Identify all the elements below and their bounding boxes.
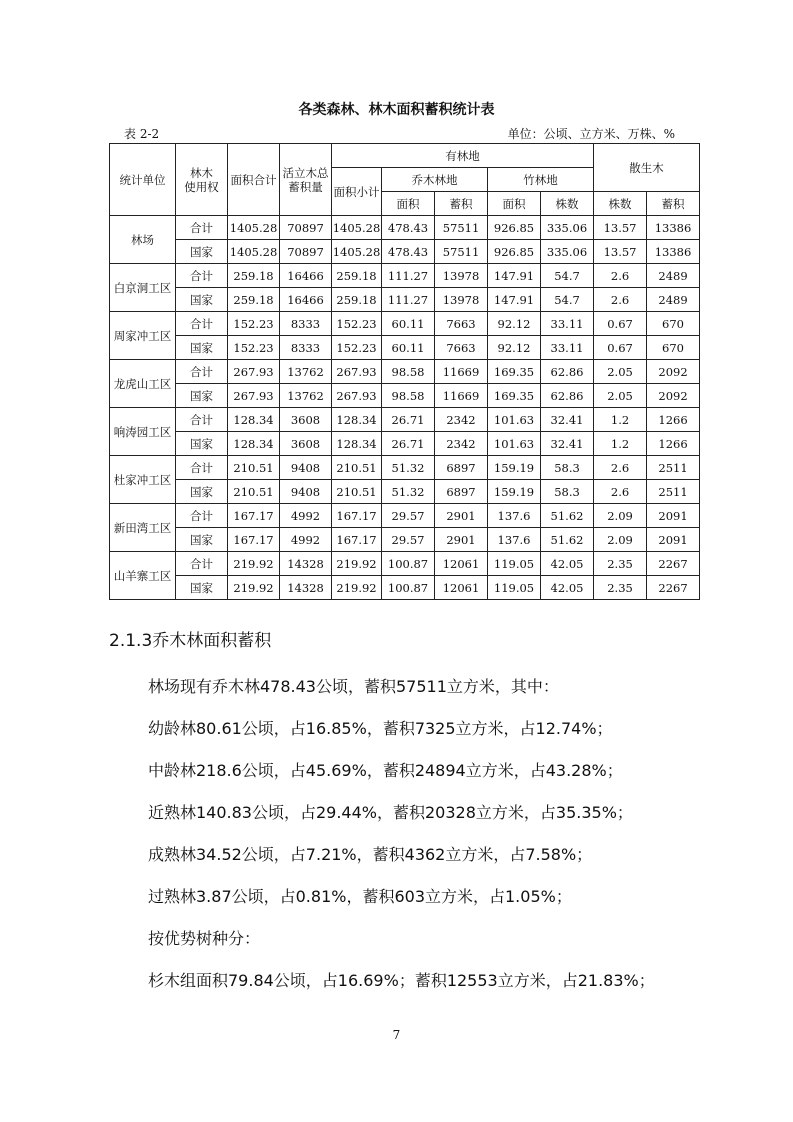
table-cell: 12061 xyxy=(435,552,488,576)
paragraph: 幼龄林80.61公顷，占16.85%，蓄积7325立方米，占12.74%； xyxy=(148,719,613,738)
table-cell: 合计 xyxy=(176,408,228,432)
table-cell: 128.34 xyxy=(228,432,280,456)
table-cell: 259.18 xyxy=(228,288,280,312)
table-row xyxy=(110,504,700,528)
table-cell: 137.6 xyxy=(488,504,541,528)
table-cell: 2.6 xyxy=(594,456,647,480)
header-area-subtotal: 面积小计 xyxy=(332,168,382,216)
table-row xyxy=(110,288,700,312)
table-cell: 259.18 xyxy=(228,264,280,288)
table-cell: 219.92 xyxy=(228,552,280,576)
table-row xyxy=(110,408,700,432)
table-cell: 54.7 xyxy=(541,264,594,288)
table-cell: 8333 xyxy=(280,336,332,360)
table-header xyxy=(110,144,700,216)
row-unit-name: 龙虎山工区 xyxy=(110,360,176,408)
table-cell: 2342 xyxy=(435,432,488,456)
table-cell: 128.34 xyxy=(228,408,280,432)
table-cell: 1266 xyxy=(647,432,700,456)
table-cell: 147.91 xyxy=(488,264,541,288)
table-cell: 1405.28 xyxy=(332,216,382,240)
table-row xyxy=(110,456,700,480)
table-cell: 57511 xyxy=(435,240,488,264)
table-cell: 2511 xyxy=(647,456,700,480)
table-cell: 1266 xyxy=(647,408,700,432)
table-cell: 58.3 xyxy=(541,456,594,480)
header-scattered-stock: 蓄积 xyxy=(647,192,700,216)
statistics-table xyxy=(109,143,700,600)
row-unit-name: 山羊寨工区 xyxy=(110,552,176,600)
table-cell: 2511 xyxy=(647,480,700,504)
table-cell: 159.19 xyxy=(488,456,541,480)
table-cell: 2091 xyxy=(647,528,700,552)
table-cell: 51.32 xyxy=(382,480,435,504)
table-cell: 169.35 xyxy=(488,384,541,408)
table-cell: 2267 xyxy=(647,576,700,600)
table-cell: 98.58 xyxy=(382,360,435,384)
table-row xyxy=(110,216,700,240)
table-cell: 128.34 xyxy=(332,408,382,432)
table-cell: 167.17 xyxy=(332,528,382,552)
table-cell: 119.05 xyxy=(488,576,541,600)
row-unit-name: 白京洞工区 xyxy=(110,264,176,312)
table-cell: 2.6 xyxy=(594,264,647,288)
table-cell: 111.27 xyxy=(382,288,435,312)
table-cell: 13.57 xyxy=(594,240,647,264)
table-cell: 101.63 xyxy=(488,432,541,456)
header-standing-stock: 活立木总 蓄积量 xyxy=(280,144,332,216)
table-cell: 2.35 xyxy=(594,552,647,576)
table-cell: 478.43 xyxy=(382,216,435,240)
table-cell: 128.34 xyxy=(332,432,382,456)
paragraph: 过熟林3.87公顷，占0.81%，蓄积603立方米，占1.05%； xyxy=(148,887,572,906)
table-cell: 7663 xyxy=(435,336,488,360)
table-cell: 159.19 xyxy=(488,480,541,504)
header-scattered-stems: 株数 xyxy=(594,192,647,216)
table-cell: 2.05 xyxy=(594,360,647,384)
table-cell: 合计 xyxy=(176,216,228,240)
table-cell: 13762 xyxy=(280,360,332,384)
table-cell: 2489 xyxy=(647,264,700,288)
table-cell: 267.93 xyxy=(228,360,280,384)
table-title: 各类森林、林木面积蓄积统计表 xyxy=(298,102,495,118)
row-unit-name: 林场 xyxy=(110,216,176,264)
table-row xyxy=(110,312,700,336)
unit-note: 单位：公顷、立方米、万株、% xyxy=(507,127,675,141)
table-cell: 33.11 xyxy=(541,312,594,336)
table-cell: 合计 xyxy=(176,264,228,288)
table-cell: 14328 xyxy=(280,576,332,600)
table-cell: 2342 xyxy=(435,408,488,432)
table-row xyxy=(110,480,700,504)
table-cell: 111.27 xyxy=(382,264,435,288)
table-cell: 2092 xyxy=(647,384,700,408)
paragraph: 林场现有乔木林478.43公顷，蓄积57511立方米，其中： xyxy=(148,677,559,696)
table-cell: 2.05 xyxy=(594,384,647,408)
table-cell: 219.92 xyxy=(228,576,280,600)
table-cell: 60.11 xyxy=(382,312,435,336)
table-cell: 8333 xyxy=(280,312,332,336)
table-cell: 9408 xyxy=(280,456,332,480)
table-cell: 167.17 xyxy=(332,504,382,528)
table-cell: 2489 xyxy=(647,288,700,312)
paragraph: 近熟林140.83公顷，占29.44%，蓄积20328立方米，占35.35%； xyxy=(148,803,633,822)
table-cell: 合计 xyxy=(176,456,228,480)
header-arbor-area: 面积 xyxy=(382,192,435,216)
table-cell: 42.05 xyxy=(541,576,594,600)
table-cell: 0.67 xyxy=(594,336,647,360)
paragraph: 成熟林34.52公顷，占7.21%，蓄积4362立方米，占7.58%； xyxy=(148,845,593,864)
table-cell: 2.6 xyxy=(594,288,647,312)
table-cell: 2092 xyxy=(647,360,700,384)
table-cell: 合计 xyxy=(176,312,228,336)
table-row xyxy=(110,240,700,264)
table-cell: 267.93 xyxy=(332,360,382,384)
table-row xyxy=(110,552,700,576)
table-cell: 51.62 xyxy=(541,528,594,552)
table-cell: 259.18 xyxy=(332,288,382,312)
table-cell: 70897 xyxy=(280,240,332,264)
table-cell: 国家 xyxy=(176,336,228,360)
table-cell: 210.51 xyxy=(228,456,280,480)
table-cell: 13978 xyxy=(435,288,488,312)
row-unit-name: 周家冲工区 xyxy=(110,312,176,360)
table-cell: 219.92 xyxy=(332,552,382,576)
table-cell: 2.35 xyxy=(594,576,647,600)
table-row xyxy=(110,384,700,408)
table-cell: 13762 xyxy=(280,384,332,408)
row-unit-name: 响涛园工区 xyxy=(110,408,176,456)
header-arbor-stock: 蓄积 xyxy=(435,192,488,216)
table-cell: 2901 xyxy=(435,528,488,552)
table-cell: 1405.28 xyxy=(228,216,280,240)
table-cell: 0.67 xyxy=(594,312,647,336)
table-body xyxy=(110,216,700,600)
table-cell: 29.57 xyxy=(382,528,435,552)
section-heading: 2.1.3乔木林面积蓄积 xyxy=(109,631,272,651)
paragraph: 按优势树种分： xyxy=(148,929,261,948)
table-cell: 152.23 xyxy=(332,312,382,336)
table-cell: 4992 xyxy=(280,504,332,528)
table-cell: 60.11 xyxy=(382,336,435,360)
table-cell: 92.12 xyxy=(488,312,541,336)
table-cell: 6897 xyxy=(435,456,488,480)
table-cell: 167.17 xyxy=(228,528,280,552)
table-cell: 11669 xyxy=(435,384,488,408)
table-row xyxy=(110,264,700,288)
table-cell: 92.12 xyxy=(488,336,541,360)
table-cell: 合计 xyxy=(176,504,228,528)
table-cell: 147.91 xyxy=(488,288,541,312)
table-cell: 42.05 xyxy=(541,552,594,576)
table-cell: 2091 xyxy=(647,504,700,528)
table-cell: 58.3 xyxy=(541,480,594,504)
table-cell: 259.18 xyxy=(332,264,382,288)
table-row xyxy=(110,432,700,456)
table-row xyxy=(110,336,700,360)
table-cell: 7663 xyxy=(435,312,488,336)
table-cell: 2.09 xyxy=(594,528,647,552)
table-cell: 32.41 xyxy=(541,432,594,456)
table-cell: 国家 xyxy=(176,528,228,552)
table-cell: 267.93 xyxy=(332,384,382,408)
header-forest-land: 有林地 xyxy=(332,144,594,168)
table-cell: 12061 xyxy=(435,576,488,600)
table-cell: 16466 xyxy=(280,288,332,312)
table-cell: 62.86 xyxy=(541,360,594,384)
paragraph: 中龄林218.6公顷，占45.69%，蓄积24894立方米，占43.28%； xyxy=(148,761,623,780)
table-number: 表 2-2 xyxy=(124,127,160,141)
table-cell: 13386 xyxy=(647,216,700,240)
table-row xyxy=(110,360,700,384)
table-cell: 210.51 xyxy=(332,456,382,480)
paragraph: 杉木组面积79.84公顷，占16.69%；蓄积12553立方米，占21.83%； xyxy=(148,971,655,990)
table-cell: 210.51 xyxy=(332,480,382,504)
table-cell: 国家 xyxy=(176,288,228,312)
table-cell: 13978 xyxy=(435,264,488,288)
table-cell: 169.35 xyxy=(488,360,541,384)
table-cell: 54.7 xyxy=(541,288,594,312)
header-bamboo-stems: 株数 xyxy=(541,192,594,216)
table-cell: 152.23 xyxy=(228,336,280,360)
table-cell: 51.32 xyxy=(382,456,435,480)
table-cell: 26.71 xyxy=(382,408,435,432)
table-cell: 219.92 xyxy=(332,576,382,600)
table-cell: 98.58 xyxy=(382,384,435,408)
table-cell: 70897 xyxy=(280,216,332,240)
table-cell: 合计 xyxy=(176,360,228,384)
table-cell: 62.86 xyxy=(541,384,594,408)
table-cell: 3608 xyxy=(280,432,332,456)
table-cell: 14328 xyxy=(280,552,332,576)
table-cell: 13386 xyxy=(647,240,700,264)
table-cell: 3608 xyxy=(280,408,332,432)
table-cell: 152.23 xyxy=(332,336,382,360)
table-cell: 13.57 xyxy=(594,216,647,240)
table-cell: 国家 xyxy=(176,576,228,600)
table-cell: 57511 xyxy=(435,216,488,240)
table-cell: 9408 xyxy=(280,480,332,504)
table-cell: 29.57 xyxy=(382,504,435,528)
table-cell: 11669 xyxy=(435,360,488,384)
table-cell: 2901 xyxy=(435,504,488,528)
table-cell: 1.2 xyxy=(594,432,647,456)
table-cell: 926.85 xyxy=(488,240,541,264)
table-cell: 国家 xyxy=(176,240,228,264)
table-cell: 100.87 xyxy=(382,576,435,600)
table-row xyxy=(110,576,700,600)
page-number: 7 xyxy=(392,1028,401,1042)
table-cell: 100.87 xyxy=(382,552,435,576)
table-cell: 335.06 xyxy=(541,216,594,240)
table-cell: 合计 xyxy=(176,552,228,576)
table-cell: 51.62 xyxy=(541,504,594,528)
table-cell: 国家 xyxy=(176,480,228,504)
header-bamboo: 竹林地 xyxy=(488,168,594,192)
table-cell: 33.11 xyxy=(541,336,594,360)
table-cell: 167.17 xyxy=(228,504,280,528)
table-cell: 16466 xyxy=(280,264,332,288)
table-cell: 478.43 xyxy=(382,240,435,264)
table-cell: 26.71 xyxy=(382,432,435,456)
table-cell: 670 xyxy=(647,336,700,360)
header-right: 林木 使用权 xyxy=(176,144,228,216)
table-cell: 101.63 xyxy=(488,408,541,432)
row-unit-name: 杜家冲工区 xyxy=(110,456,176,504)
header-bamboo-area: 面积 xyxy=(488,192,541,216)
table-cell: 267.93 xyxy=(228,384,280,408)
header-scattered: 散生木 xyxy=(594,144,700,192)
table-cell: 国家 xyxy=(176,432,228,456)
header-arbor: 乔木林地 xyxy=(382,168,488,192)
table-cell: 2267 xyxy=(647,552,700,576)
table-cell: 152.23 xyxy=(228,312,280,336)
header-unit: 统计单位 xyxy=(110,144,176,216)
table-row xyxy=(110,528,700,552)
table-cell: 926.85 xyxy=(488,216,541,240)
table-cell: 32.41 xyxy=(541,408,594,432)
table-cell: 1405.28 xyxy=(332,240,382,264)
header-area-total: 面积合计 xyxy=(228,144,280,216)
table-cell: 2.6 xyxy=(594,480,647,504)
table-cell: 119.05 xyxy=(488,552,541,576)
table-cell: 2.09 xyxy=(594,504,647,528)
table-cell: 670 xyxy=(647,312,700,336)
row-unit-name: 新田湾工区 xyxy=(110,504,176,552)
table-cell: 137.6 xyxy=(488,528,541,552)
table-cell: 国家 xyxy=(176,384,228,408)
table-cell: 335.06 xyxy=(541,240,594,264)
table-cell: 1.2 xyxy=(594,408,647,432)
table-cell: 4992 xyxy=(280,528,332,552)
table-cell: 1405.28 xyxy=(228,240,280,264)
table-cell: 6897 xyxy=(435,480,488,504)
table-cell: 210.51 xyxy=(228,480,280,504)
